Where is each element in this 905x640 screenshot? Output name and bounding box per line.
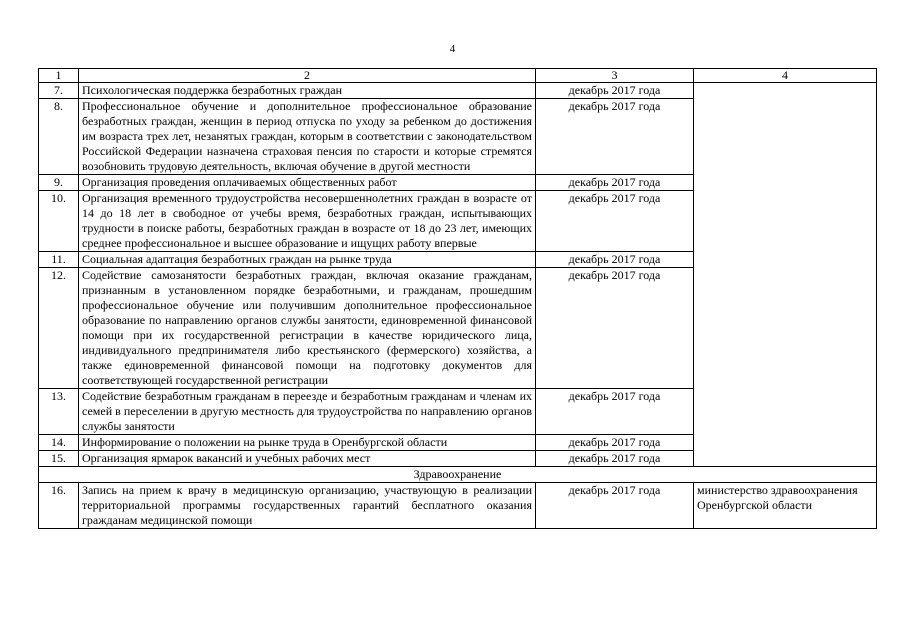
row-number: 14. — [39, 435, 79, 451]
row-description: Организация проведения оплачиваемых общественных работ — [79, 175, 536, 191]
row-number: 15. — [39, 451, 79, 467]
row-deadline: декабрь 2017 года — [536, 99, 694, 175]
row-deadline: декабрь 2017 года — [536, 389, 694, 435]
row-description: Организация ярмарок вакансий и учебных рабочих мест — [79, 451, 536, 467]
table-row — [39, 483, 877, 529]
row-number: 8. — [39, 99, 79, 175]
responsible-cell-empty — [694, 83, 877, 467]
row-number: 13. — [39, 389, 79, 435]
row-description: Информирование о положении на рынке труда в Оренбургской области — [79, 435, 536, 451]
header-cell-4: 4 — [694, 69, 877, 83]
row-description: Психологическая поддержка безработных граждан — [79, 83, 536, 99]
row-deadline: декабрь 2017 года — [536, 252, 694, 268]
row-deadline: декабрь 2017 года — [536, 268, 694, 389]
header-cell-3: 3 — [536, 69, 694, 83]
row-description: Социальная адаптация безработных граждан на рынке труда — [79, 252, 536, 268]
page-number: 4 — [449, 43, 456, 55]
row-description: Запись на прием к врачу в медицинскую организацию, участвующую в реализации территориальной программы государственных гарантий бесплатного оказания гражданам медицинской помощи — [79, 483, 536, 529]
row-number: 12. — [39, 268, 79, 389]
row-description: Профессиональное обучение и дополнительное профессиональное образование безработных граждан, женщин в период отпуска по уходу за ребенком до достижения им возраста трех лет, незанятых граждан, которым в соответствии с законодательством Российской Федерации назначена страховая пенсия по старости и которые стремятся возобновить трудовую деятельность, включая обучение в другой местности — [79, 99, 536, 175]
row-deadline: декабрь 2017 года — [536, 191, 694, 252]
row-number: 7. — [39, 83, 79, 99]
row-description: Содействие безработным гражданам в переезде и безработным гражданам и членам их семей в переселении в другую местность для трудоустройства по направлению органов службы занятости — [79, 389, 536, 435]
row-responsible: министерство здравоохранения Оренбургской области — [694, 483, 877, 529]
section-row — [39, 467, 877, 483]
row-description: Содействие самозанятости безработных граждан, включая оказание гражданам, признанным в установленном порядке безработными, и гражданам, прошедшим профессиональное обучение или получившим дополнительное профессиональное образование по направлению органов службы занятости, единовременной финансовой помощи при их государственной регистрации в качестве юридического лица, индивидуального предпринимателя либо крестьянского (фермерского) хозяйства, а также единовременной финансовой помощи на подготовку документов для соответствующей государственной регистрации — [79, 268, 536, 389]
row-deadline: декабрь 2017 года — [536, 435, 694, 451]
row-number: 16. — [39, 483, 79, 529]
table-row — [39, 83, 877, 99]
row-deadline: декабрь 2017 года — [536, 451, 694, 467]
row-deadline: декабрь 2017 года — [536, 83, 694, 99]
section-title: Здравоохранение — [39, 467, 877, 483]
header-cell-1: 1 — [39, 69, 79, 83]
plan-table — [38, 68, 877, 529]
row-description: Организация временного трудоустройства несовершеннолетних граждан в возрасте от 14 до 18 лет в свободное от учебы время, безработных граждан, испытывающих трудности в поиске работы, безработных граждан в возрасте от 18 до 23 лет, имеющих среднее профессиональное и высшее образование и ищущих работу впервые — [79, 191, 536, 252]
row-deadline: декабрь 2017 года — [536, 483, 694, 529]
header-row — [39, 69, 877, 83]
row-deadline: декабрь 2017 года — [536, 175, 694, 191]
row-number: 10. — [39, 191, 79, 252]
row-number: 11. — [39, 252, 79, 268]
row-number: 9. — [39, 175, 79, 191]
header-cell-2: 2 — [79, 69, 536, 83]
